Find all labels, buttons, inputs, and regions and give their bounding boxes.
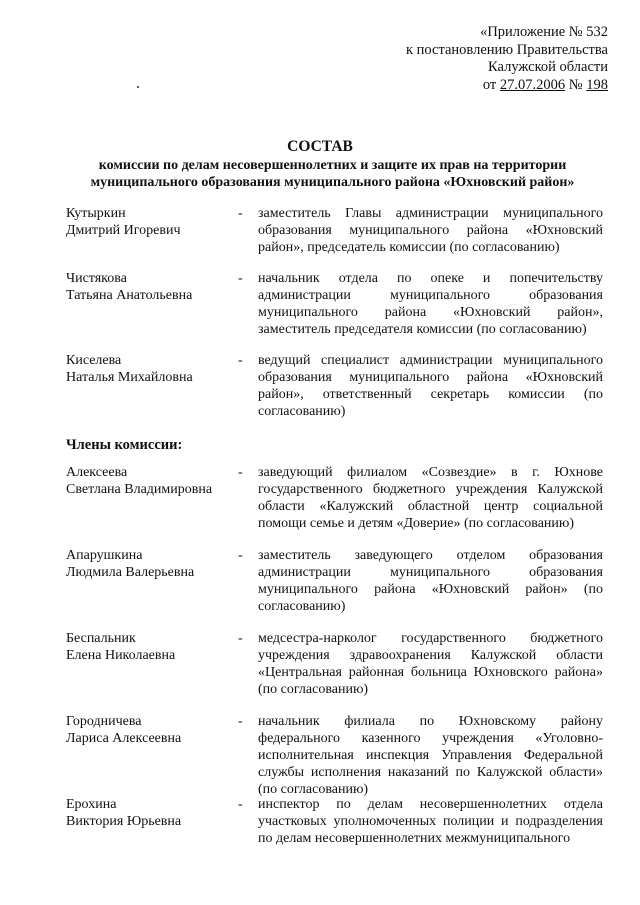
entry-dash: - — [238, 797, 243, 812]
person-role: заведующий филиалом «Созвездие» в г. Юхнове государственного бюджетного учреждения Калужской области «Калужский областной центр социальной помощи семье и детям «Доверие» (по согласованию) — [258, 465, 603, 531]
person-role: начальник филиала по Юхновскому району федерального казенного учреждения «Уголовно-исполнительная инспекция Управления Федеральной службы исполнения наказаний по Калужской области» (по согласованию) — [258, 714, 603, 797]
appendix-line-2: к постановлению Правительства — [406, 41, 608, 58]
person-surname: Апарушкина — [66, 548, 143, 563]
appendix-line-4 — [406, 77, 608, 95]
person-surname: Чистякова — [66, 271, 127, 286]
person-given-names: Лариса Алексеевна — [66, 731, 182, 746]
person-name — [66, 464, 236, 498]
person-name — [66, 205, 236, 239]
person-role: медсестра-нарколог государственного бюджетного учреждения здравоохранения Калужской области «Центральная районная больница Юхновского района» (по согласованию) — [258, 631, 603, 697]
appendix-number-sign: № — [565, 76, 587, 93]
person-name — [66, 270, 236, 304]
person-name — [66, 630, 236, 664]
person-given-names: Дмитрий Игоревич — [66, 223, 181, 238]
person-surname: Городничева — [66, 714, 142, 729]
document-subtitle: комиссии по делам несовершеннолетних и защите их прав на территории муниципального образования муниципального района «Юхновский район» — [90, 158, 575, 190]
person-given-names: Елена Николаевна — [66, 648, 176, 663]
person-name — [66, 713, 236, 747]
entry-dash: - — [238, 271, 243, 286]
person-given-names: Наталья Михайловна — [66, 370, 193, 385]
appendix-line-3: Калужской области — [488, 59, 608, 75]
entry-dash: - — [238, 714, 243, 729]
person-surname: Ерохина — [66, 797, 117, 812]
entry-dash: - — [238, 206, 243, 221]
person-given-names: Светлана Владимировна — [66, 482, 213, 497]
appendix-date-prefix: от — [482, 76, 500, 93]
person-role: заместитель заведующего отделом образования администрации муниципального образования муниципального района «Юхновский район» (по согласованию) — [258, 548, 603, 614]
person-name — [66, 547, 236, 581]
person-given-names: Людмила Валерьевна — [66, 565, 195, 580]
appendix-line-1: «Приложение № 532 — [480, 24, 608, 40]
scan-speck — [137, 86, 139, 88]
document-title: СОСТАВ — [287, 138, 353, 155]
person-surname: Кутыркин — [66, 206, 126, 221]
person-name — [66, 352, 236, 386]
person-role: ведущий специалист администрации муниципального образования муниципального района «Юхновский район», ответственный секретарь комиссии (по согласованию) — [258, 353, 603, 419]
entry-dash: - — [238, 465, 243, 480]
appendix-header — [406, 24, 608, 94]
appendix-number: 198 — [586, 76, 608, 93]
person-role: инспектор по делам несовершеннолетних отдела участковых уполномоченных полиции и подразделения по делам несовершеннолетних межмуниципального — [258, 797, 603, 846]
person-name — [66, 796, 236, 830]
entry-dash: - — [238, 631, 243, 646]
appendix-date: 27.07.2006 — [499, 76, 566, 93]
entry-dash: - — [238, 353, 243, 368]
entry-dash: - — [238, 548, 243, 563]
person-given-names: Татьяна Анатольевна — [66, 288, 193, 303]
person-surname: Киселева — [66, 353, 122, 368]
person-surname: Алексеева — [66, 465, 128, 480]
person-surname: Беспальник — [66, 631, 136, 646]
person-given-names: Виктория Юрьевна — [66, 814, 182, 829]
person-role: заместитель Главы администрации муниципального образования муниципального района «Юхновский район», председатель комиссии (по согласованию) — [258, 206, 603, 255]
person-role: начальник отдела по опеке и попечительству администрации муниципального образования муниципального района «Юхновский район», заместитель председателя комиссии (по согласованию) — [258, 271, 603, 337]
members-heading: Члены комиссии: — [66, 437, 183, 453]
